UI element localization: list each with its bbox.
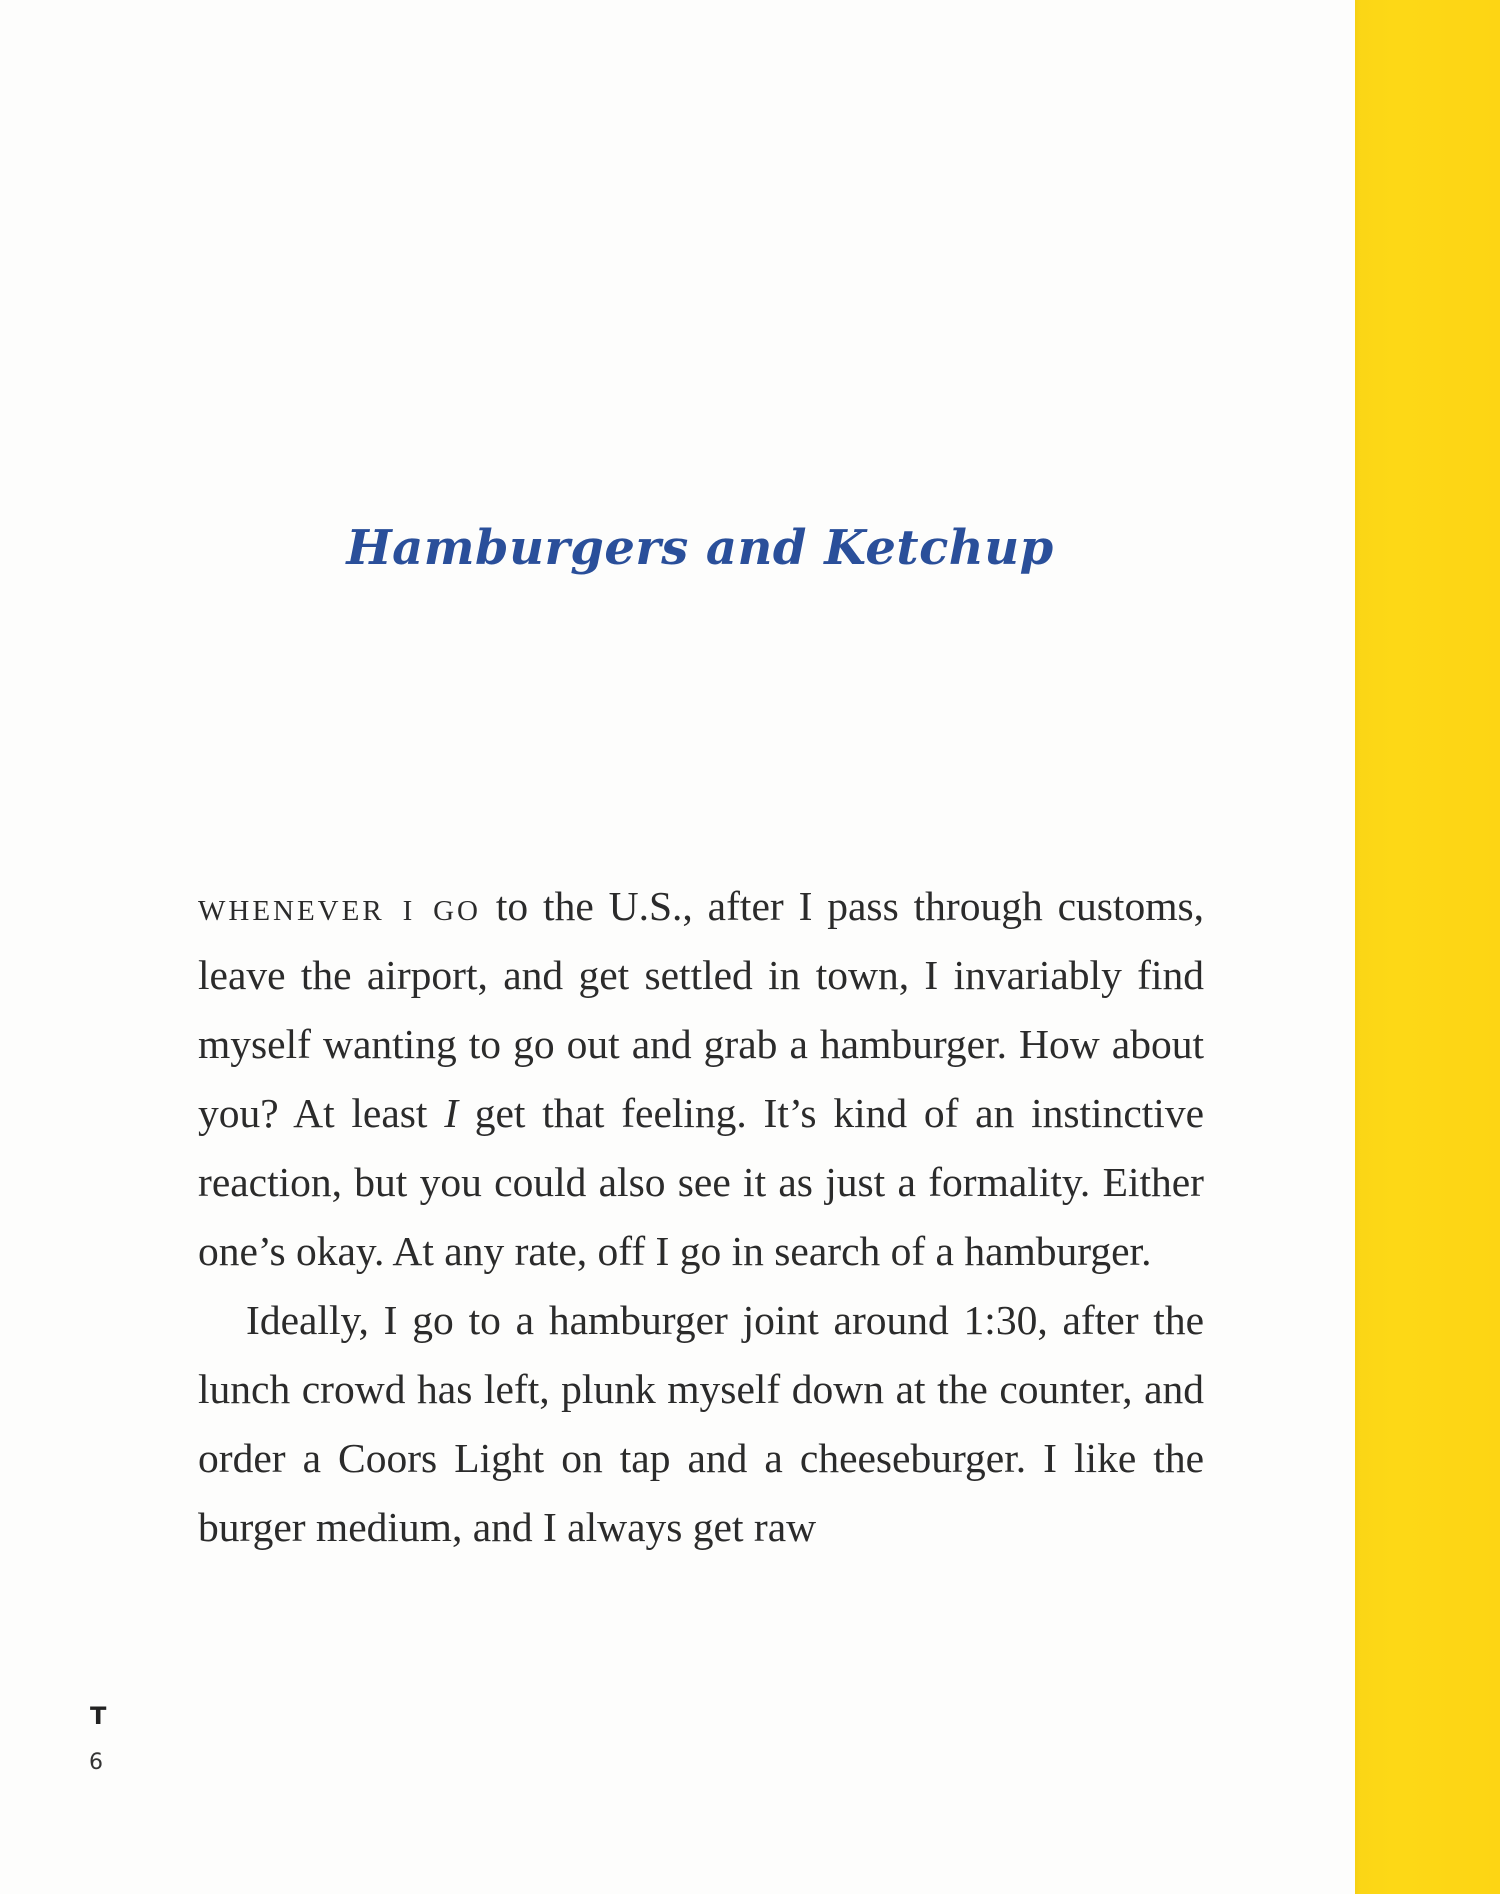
chapter-title: Hamburgers and Ketchup xyxy=(346,520,1054,576)
opening-small-caps: whenever i go xyxy=(198,883,481,929)
paragraph-1 xyxy=(198,872,1204,1286)
paragraph-2: Ideally, I go to a hamburger joint around 1:30, after the lunch crowd has left, plunk myself down at the counter, and order a Coors Light on tap and a cheeseburger. I like the burger medium, and I always get raw xyxy=(198,1297,1204,1550)
folio-letter: T xyxy=(90,1702,107,1730)
page-number: 6 xyxy=(89,1750,103,1775)
paragraph-1-text-b: get that feeling. It’s kind of an instinctive reaction, but you could also see it as just a formality. Either one’s okay. At any rate, off I go in search of a hamburger. xyxy=(198,1090,1204,1274)
body-text xyxy=(198,872,1204,1562)
paragraph-1-text-a: to the U.S., after I pass through customs, leave the airport, and get settled in town, I invariably find myself wanting to go out and grab a hamburger. How about you? At least xyxy=(198,883,1204,1136)
emphasized-word: I xyxy=(444,1090,459,1136)
yellow-edge-strip xyxy=(1355,0,1500,1894)
